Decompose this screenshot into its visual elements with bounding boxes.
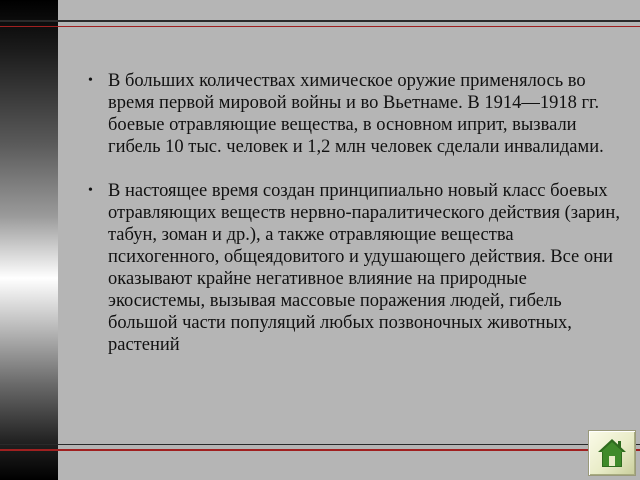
bullet-item: [88, 180, 620, 356]
home-icon: [597, 437, 627, 469]
bullet-text: В настоящее время создан принципиально новый класс боевых отравляющих веществ нервно-паралитического действия (зарин, табун, зоман и др.), а также отравляющие вещества психогенного, общеядовитого и удушающего действия. Все они оказывают крайне негативное влияние на природные экосистемы, вызывая массовые поражения людей, гибель большой части популяций любых позвоночных животных, растений: [108, 181, 620, 355]
bullet-text: В больших количествах химическое оружие применялось во время первой мировой войны и во Вьетнаме. В 1914—1918 гг. боевые отравляющие вещества, в основном иприт, вызвали гибель 10 тыс. человек и 1,2 млн человек сделали инвалидами.: [108, 71, 604, 157]
bullet-list: [88, 70, 620, 378]
gradient-side-bar: [0, 0, 58, 480]
bullet-marker: •: [88, 183, 93, 198]
home-button[interactable]: [588, 430, 636, 476]
top-divider-red: [0, 26, 640, 27]
top-divider-dark: [0, 20, 640, 22]
bottom-divider-red: [0, 449, 640, 451]
bullet-item: [88, 70, 620, 158]
bullet-marker: •: [88, 73, 93, 88]
bottom-divider-dark: [0, 444, 640, 445]
